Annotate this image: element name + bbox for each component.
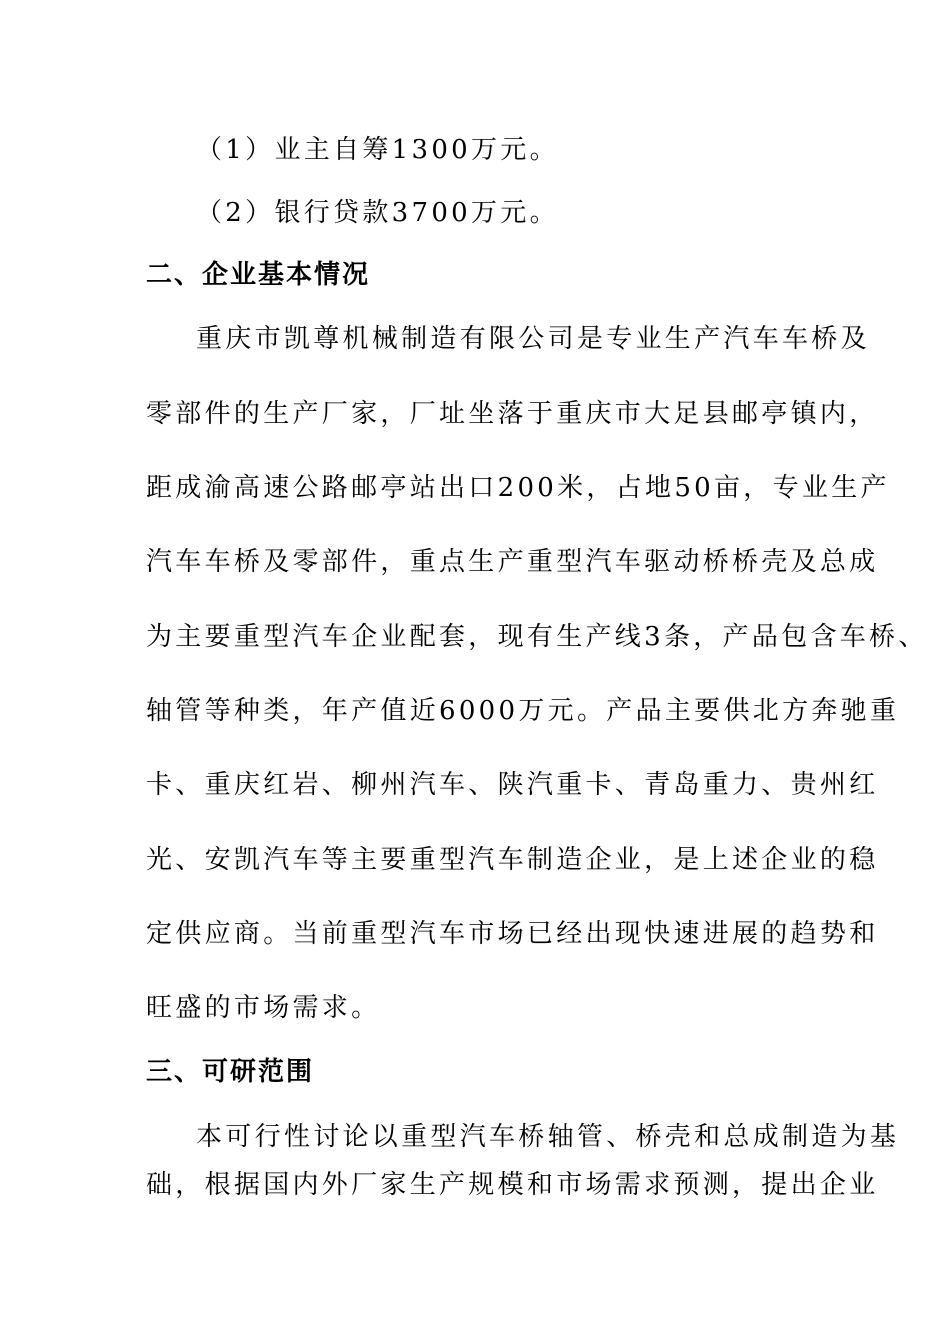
paragraph-line: 汽车车桥及零部件，重点生产重型汽车驱动桥桥壳及总成 — [146, 547, 879, 577]
section-heading-company-overview: 二、企业基本情况 — [146, 260, 371, 290]
section-heading-research-scope: 三、可研范围 — [146, 1057, 315, 1087]
paragraph-line: 本可行性讨论以重型汽车桥轴管、桥壳和总成制造为基 — [196, 1122, 900, 1152]
funding-item-1: （1）业主自筹1300万元。 — [196, 135, 559, 165]
paragraph-line: 卡、重庆红岩、柳州汽车、陕汽重卡、青岛重力、贵州红 — [146, 770, 879, 800]
paragraph-line: 为主要重型汽车企业配套，现有生产线3条，产品包含车桥、 — [146, 622, 928, 652]
paragraph-line: 旺盛的市场需求。 — [146, 993, 381, 1023]
paragraph-line: 距成渝高速公路邮亭站出口200米，占地50亩，专业生产 — [146, 473, 890, 503]
paragraph-line: 定供应商。当前重型汽车市场已经出现快速进展的趋势和 — [146, 919, 879, 949]
paragraph-line: 轴管等种类，年产值近6000万元。产品主要供北方奔驰重 — [146, 696, 900, 726]
paragraph-line: 础，根据国内外厂家生产规模和市场需求预测，提出企业 — [146, 1170, 879, 1200]
paragraph-line: 光、安凯汽车等主要重型汽车制造企业，是上述企业的稳 — [146, 845, 879, 875]
funding-item-2: （2）银行贷款3700万元。 — [196, 198, 559, 228]
paragraph-line: 重庆市凯尊机械制造有限公司是专业生产汽车车桥及 — [196, 324, 870, 354]
paragraph-line: 零部件的生产厂家，厂址坐落于重庆市大足县邮亭镇内， — [146, 399, 879, 429]
